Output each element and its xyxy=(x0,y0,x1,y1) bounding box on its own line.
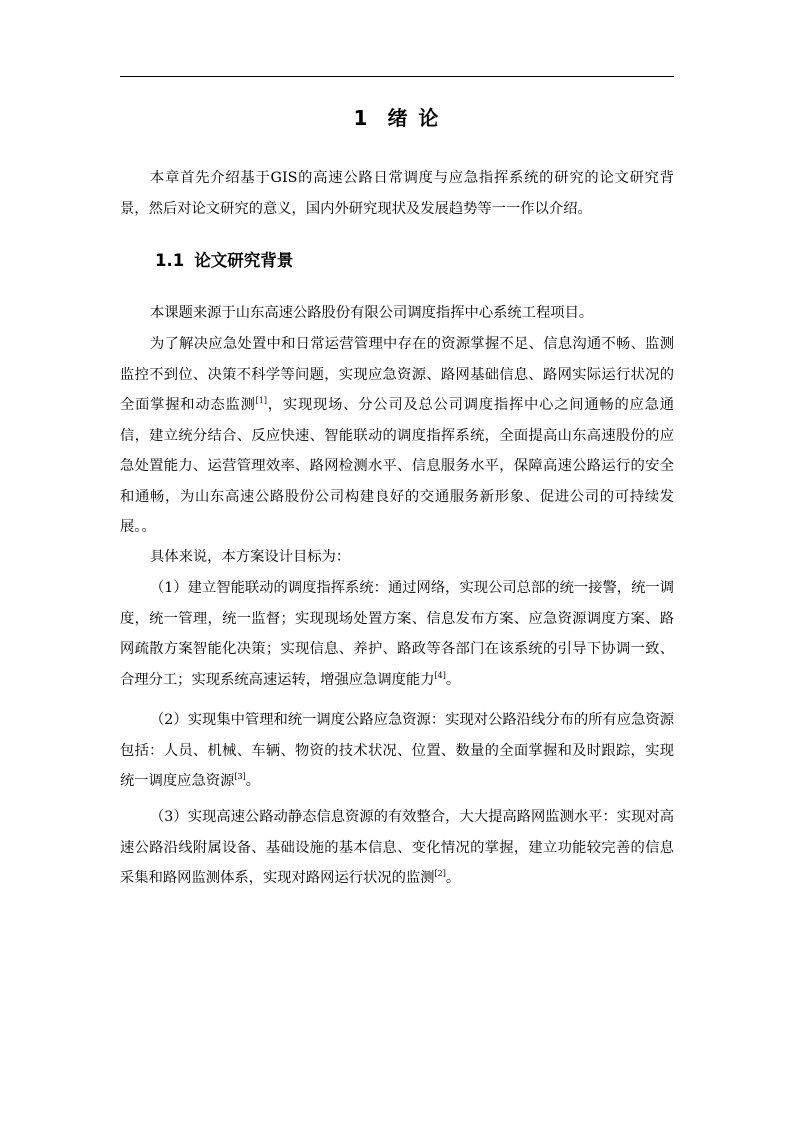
chapter-number: 1 xyxy=(353,106,370,130)
header-rule xyxy=(120,76,674,77)
citation-2: [2] xyxy=(434,869,446,878)
chapter-title-text: 绪 论 xyxy=(387,106,441,130)
paragraph-goals-intro: 具体来说，本方案设计目标为： xyxy=(150,549,351,565)
paragraph-source: 本课题来源于山东高速公路股份有限公司调度指挥中心系统工程项目。 xyxy=(150,305,594,321)
paragraph-goal-3 xyxy=(120,802,674,894)
paragraph-goal-2-text: （2）实现集中管理和统一调度公路应急资源：实现对公路沿线分布的所有应急资源包括：人员、机械、车辆、物资的技术状况、位置、数量的全面掌握和及时跟踪，实现统一调度应急资源 xyxy=(120,712,674,789)
chapter-title xyxy=(120,104,674,132)
paragraph-goal-1 xyxy=(120,573,674,695)
paragraph-goal-1-end: 。 xyxy=(445,671,461,688)
citation-3: [3] xyxy=(234,772,246,781)
intro-paragraph: 本章首先介绍基于GIS的高速公路日常调度与应急指挥系统的研究的论文研究背景，然后对论文研究的意义，国内外研究现状及发展趋势等一一作以介绍。 xyxy=(120,170,674,217)
citation-1: [1] xyxy=(255,396,268,405)
section-number: 1.1 xyxy=(155,251,185,270)
paragraph-goal-1-text: （1）建立智能联动的调度指挥系统：通过网络，实现公司总部的统一接警，统一调度，统一管理，统一监督；实现现场处置方案、信息发布方案、应急资源调度方案、路网疏散方案智能化决策；实现信息、养护、路政等各部门在该系统的引导下协调一致、合理分工；实现系统高速运转，增强应急调度能力 xyxy=(120,580,674,688)
paragraph-goal-3-text: （3）实现高速公路动静态信息资源的有效整合，大大提高路网监测水平：实现对高速公路沿线附属设备、基础设施的基本信息、变化情况的掌握，建立功能较完善的信息采集和路网监测体系，实现对路网运行状况的监测 xyxy=(120,809,674,886)
paragraph-goal-2 xyxy=(120,705,674,797)
citation-4: [4] xyxy=(434,670,446,680)
section-title-text: 论文研究背景 xyxy=(194,251,294,270)
paragraph-background-part2: ，实现现场、分公司及总公司调度指挥中心之间通畅的应急通信，建立统分结合、反应快速、智能联动的调度指挥系统，全面提高山东高速股份的应急处置能力、运营管理效率、路网检测水平、信息服务水平，保障高速公路运行的安全和通畅，为山东高速公路股份公司构建良好的交通服务新形象、促进公司的可持续发展。。 xyxy=(120,397,675,535)
section-title xyxy=(155,248,674,274)
paragraph-background xyxy=(120,329,674,543)
paragraph-goal-2-end: 。 xyxy=(245,773,261,789)
paragraph-background-part1: 为了解决应急处置中和日常运营管理中存在的资源掌握不足、信息沟通不畅、监测监控不到位、决策不科学等问题，实现应急资源、路网基础信息、路网实际运行状况的全面掌握和动态监测 xyxy=(120,336,674,413)
paragraph-goal-3-end: 。 xyxy=(445,870,461,886)
